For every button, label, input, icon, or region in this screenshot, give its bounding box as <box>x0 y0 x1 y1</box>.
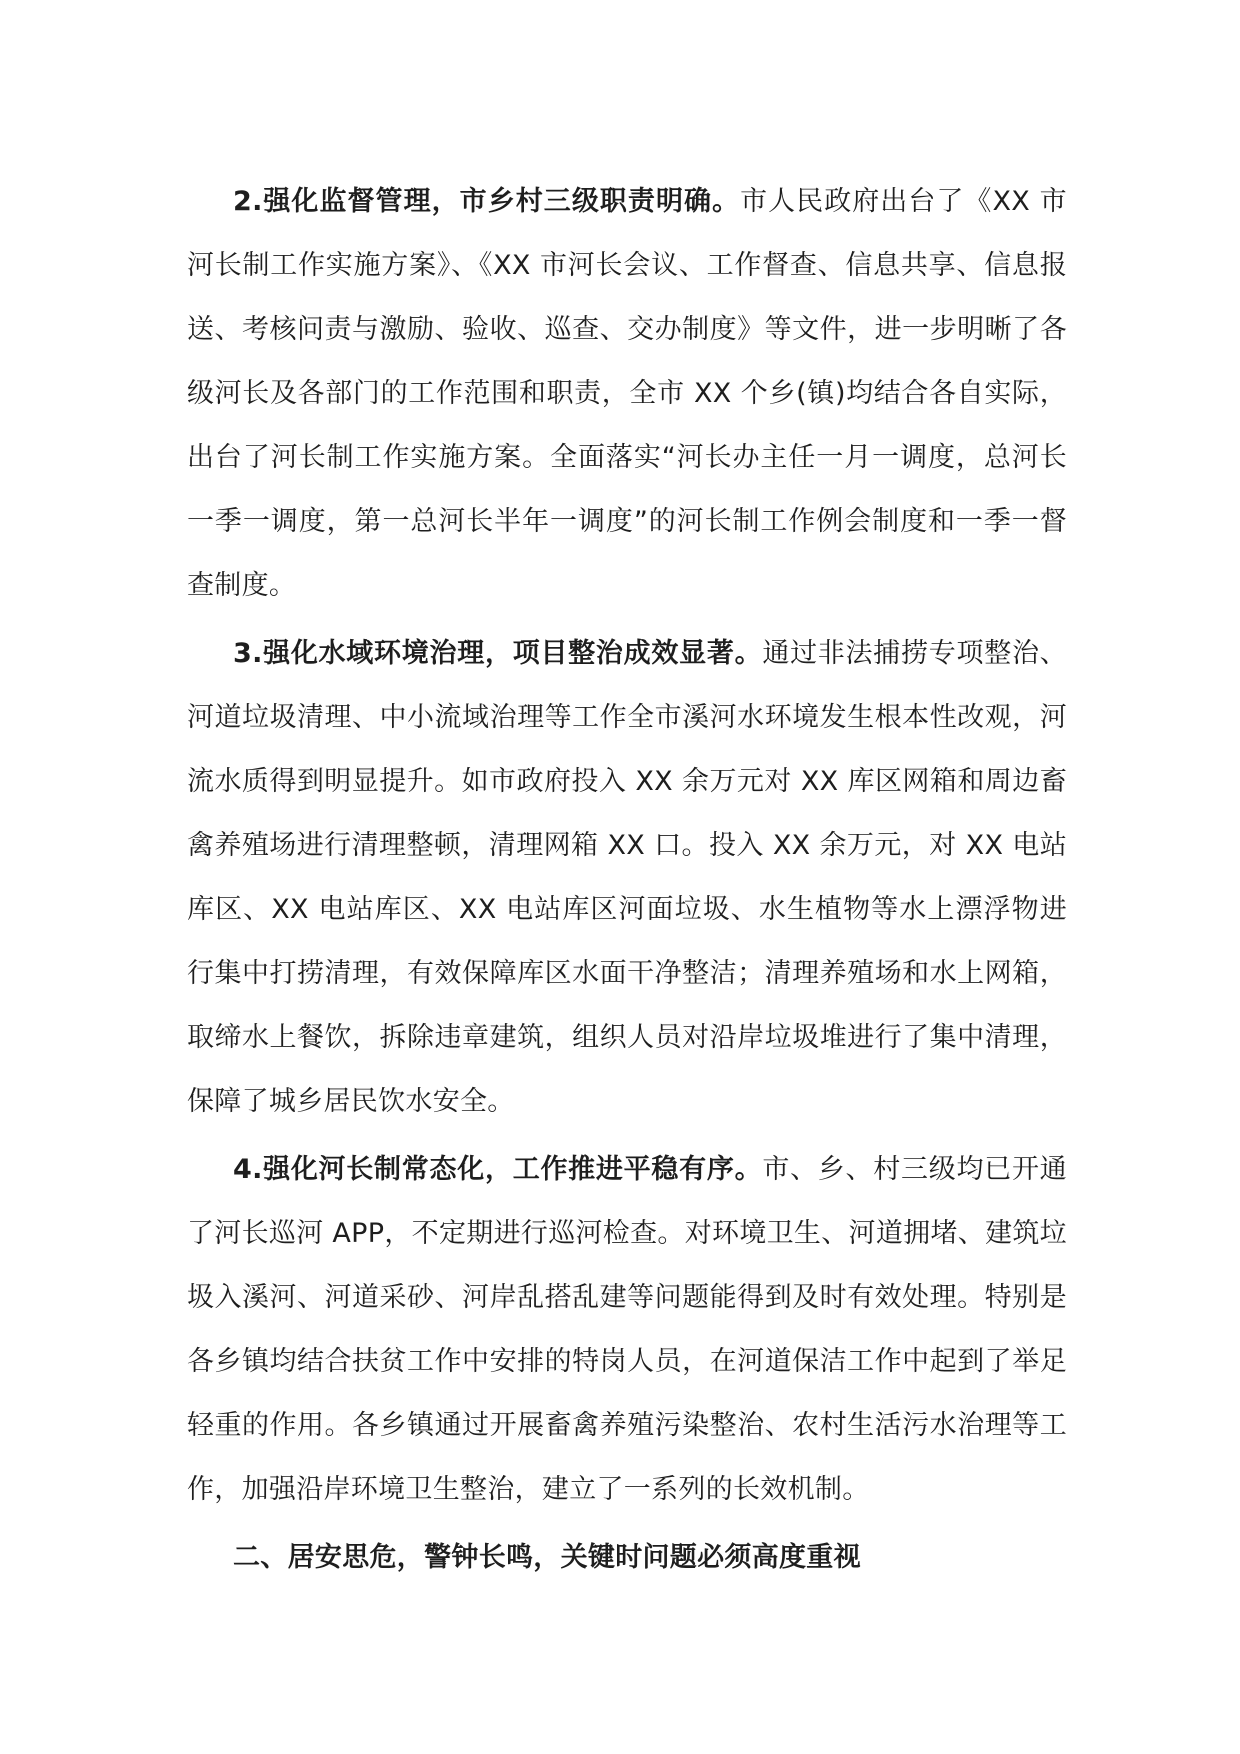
paragraph-3 <box>187 622 1067 1134</box>
document-body <box>187 170 1067 1590</box>
paragraph-2-body: 市人民政府出台了《XX 市河长制工作实施方案》、《XX 市河长会议、工作督查、信息共享、信息报送、考核问责与激励、验收、巡查、交办制度》等文件，进一步明晰了各级河长及各部门的工作范围和职责，全市 XX 个乡(镇)均结合各自实际，出台了河长制工作实施方案。全面落实“河长办主任一月一调度，总河长一季一调度，第一总河长半年一调度”的河长制工作例会制度和一季一督查制度。 <box>187 186 1067 601</box>
paragraph-4 <box>187 1138 1067 1522</box>
paragraph-2-lead: 2.强化监督管理，市乡村三级职责明确。 <box>233 186 741 217</box>
paragraph-4-body: 市、乡、村三级均已开通了河长巡河 APP，不定期进行巡河检查。对环境卫生、河道拥堵、建筑垃圾入溪河、河道采砂、河岸乱搭乱建等问题能得到及时有效处理。特别是各乡镇均结合扶贫工作中安排的特岗人员，在河道保洁工作中起到了举足轻重的作用。各乡镇通过开展畜禽养殖污染整治、农村生活污水治理等工作，加强沿岸环境卫生整治，建立了一系列的长效机制。 <box>187 1154 1067 1505</box>
section-heading: 二、居安思危，警钟长鸣，关键时问题必须高度重视 <box>233 1542 861 1573</box>
paragraph-2 <box>187 170 1067 618</box>
paragraph-4-lead: 4.强化河长制常态化，工作推进平稳有序。 <box>233 1154 763 1185</box>
paragraph-3-lead: 3.强化水域环境治理，项目整治成效显著。 <box>233 638 763 669</box>
paragraph-3-body: 通过非法捕捞专项整治、河道垃圾清理、中小流域治理等工作全市溪河水环境发生根本性改观，河流水质得到明显提升。如市政府投入 XX 余万元对 XX 库区网箱和周边畜禽养殖场进行清理整顿，清理网箱 XX 口。投入 XX 余万元，对 XX 电站库区、XX 电站库区、XX 电站库区河面垃圾、水生植物等水上漂浮物进行集中打捞清理，有效保障库区水面干净整洁；清理养殖场和水上网箱，取缔水上餐饮，拆除违章建筑，组织人员对沿岸垃圾堆进行了集中清理，保障了城乡居民饮水安全。 <box>187 638 1067 1117</box>
